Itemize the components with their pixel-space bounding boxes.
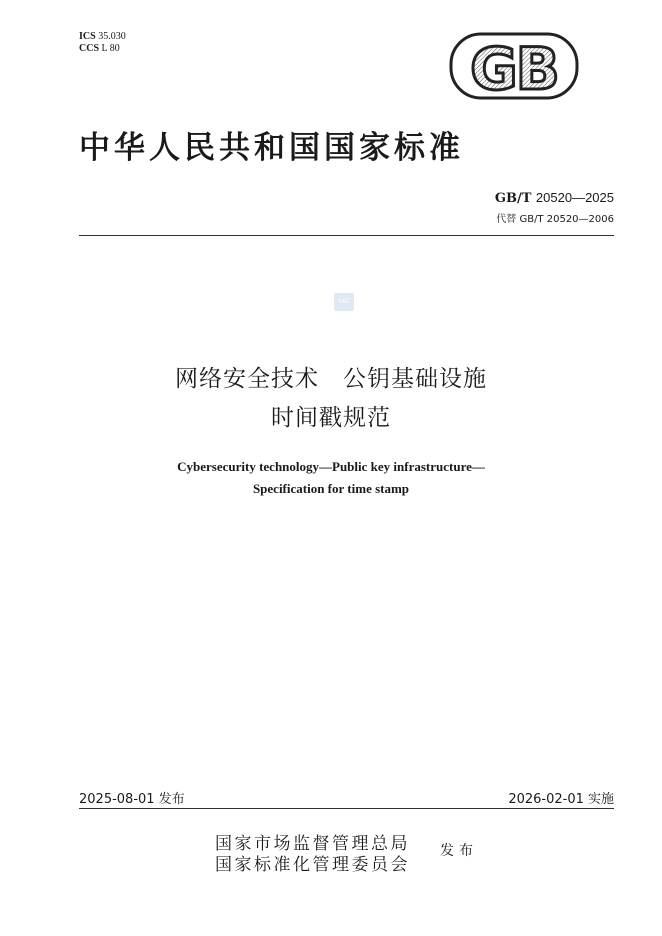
national-standard-title: 中华人民共和国国家标准 <box>79 130 464 166</box>
sac-watermark-icon: SAC <box>334 293 354 311</box>
replaces-standard: 代替 GB/T 20520—2006 <box>496 214 614 225</box>
classification-codes <box>79 31 126 55</box>
issuer-sac: 国家标准化管理委员会 <box>215 855 410 875</box>
publish-label: 发布 <box>440 843 478 859</box>
bottom-divider <box>79 808 614 809</box>
chinese-title-line2: 时间戳规范 <box>271 405 391 431</box>
gb-logo <box>449 32 579 100</box>
standard-number: GB/T 20520—2025 <box>494 190 614 206</box>
issuer-samr: 国家市场监督管理总局 <box>215 834 410 854</box>
english-title-line1: Cybersecurity technology—Public key infrastructure— <box>177 459 485 474</box>
top-divider <box>79 235 614 236</box>
ccs-code: CCS L 80 <box>79 43 120 54</box>
implementation-date: 2026-02-01 实施 <box>508 792 614 807</box>
issue-date: 2025-08-01 发布 <box>79 792 185 807</box>
ics-code: ICS 35.030 <box>79 31 126 42</box>
chinese-title-line1: 网络安全技术 公钥基础设施 <box>175 366 487 392</box>
gb-logo-text: GB <box>470 35 558 100</box>
english-title-line2: Specification for time stamp <box>252 481 410 496</box>
